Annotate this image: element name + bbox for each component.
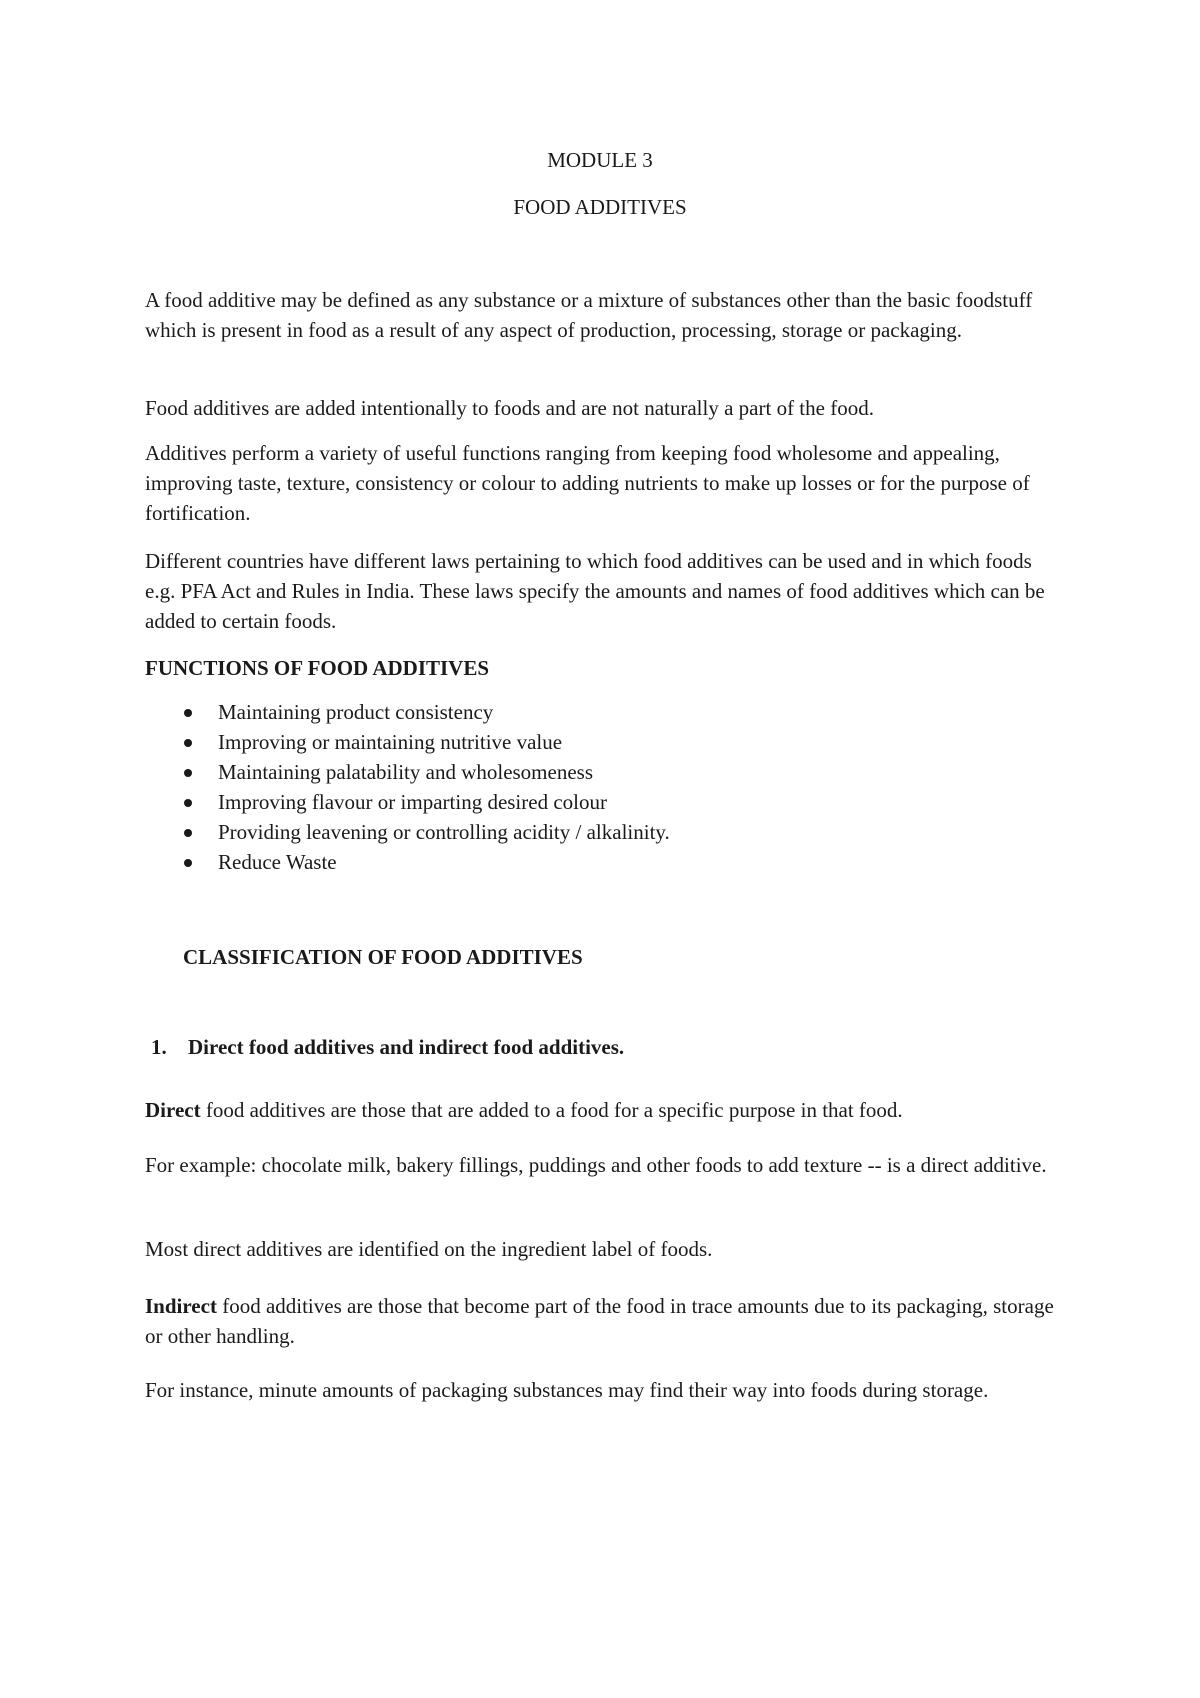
list-item: Maintaining product consistency [175,697,670,727]
list-item: Providing leavening or controlling acidity / alkalinity. [175,817,670,847]
list-item: Maintaining palatability and wholesomeness [175,757,670,787]
definition-paragraph: A food additive may be defined as any substance or a mixture of substances other than the basic foodstuff which is present in food as a result of any aspect of production, processing, storage or packaging. [145,288,1033,342]
direct-term: Direct [145,1098,201,1122]
bullet-icon [184,799,192,807]
indirect-term: Indirect [145,1294,217,1318]
item-number: 1. [151,1035,167,1059]
bullet-icon [184,859,192,867]
direct-definition-paragraph: Direct food additives are those that are added to a food for a specific purpose in that food. [145,1098,903,1122]
bullet-icon [184,769,192,777]
functions-heading: FUNCTIONS OF FOOD ADDITIVES [145,656,490,680]
bullet-icon [184,739,192,747]
classification-item-heading [151,1032,624,1062]
list-item: Improving or maintaining nutritive value [175,727,670,757]
list-item: Reduce Waste [175,847,670,877]
item-title: Direct food additives and indirect food additives. [188,1035,625,1059]
indirect-definition-paragraph: Indirect food additives are those that become part of the food in trace amounts due to its packaging, storage or other handling. [145,1294,1054,1348]
bullet-icon [184,709,192,717]
indirect-example-paragraph: For instance, minute amounts of packaging substances may find their way into foods during storage. [145,1378,989,1402]
module-heading: MODULE 3 [547,148,653,172]
bullet-icon [184,829,192,837]
intentional-paragraph: Food additives are added intentionally to foods and are not naturally a part of the food. [145,396,874,420]
functions-list [175,697,670,877]
direct-label-paragraph: Most direct additives are identified on the ingredient label of foods. [145,1237,713,1261]
laws-paragraph: Different countries have different laws pertaining to which food additives can be used and in which foods e.g. PFA Act and Rules in India. These laws specify the amounts and names of food additives which can be added to certain foods. [145,549,1045,633]
page-title: FOOD ADDITIVES [513,195,687,219]
list-item: Improving flavour or imparting desired colour [175,787,670,817]
functions-summary-paragraph: Additives perform a variety of useful functions ranging from keeping food wholesome and appealing, improving taste, texture, consistency or colour to adding nutrients to make up losses or for the purpose of fortification. [145,441,1030,525]
classification-heading: CLASSIFICATION OF FOOD ADDITIVES [183,945,583,969]
direct-example-paragraph: For example: chocolate milk, bakery fillings, puddings and other foods to add texture -- is a direct additive. [145,1153,1047,1177]
